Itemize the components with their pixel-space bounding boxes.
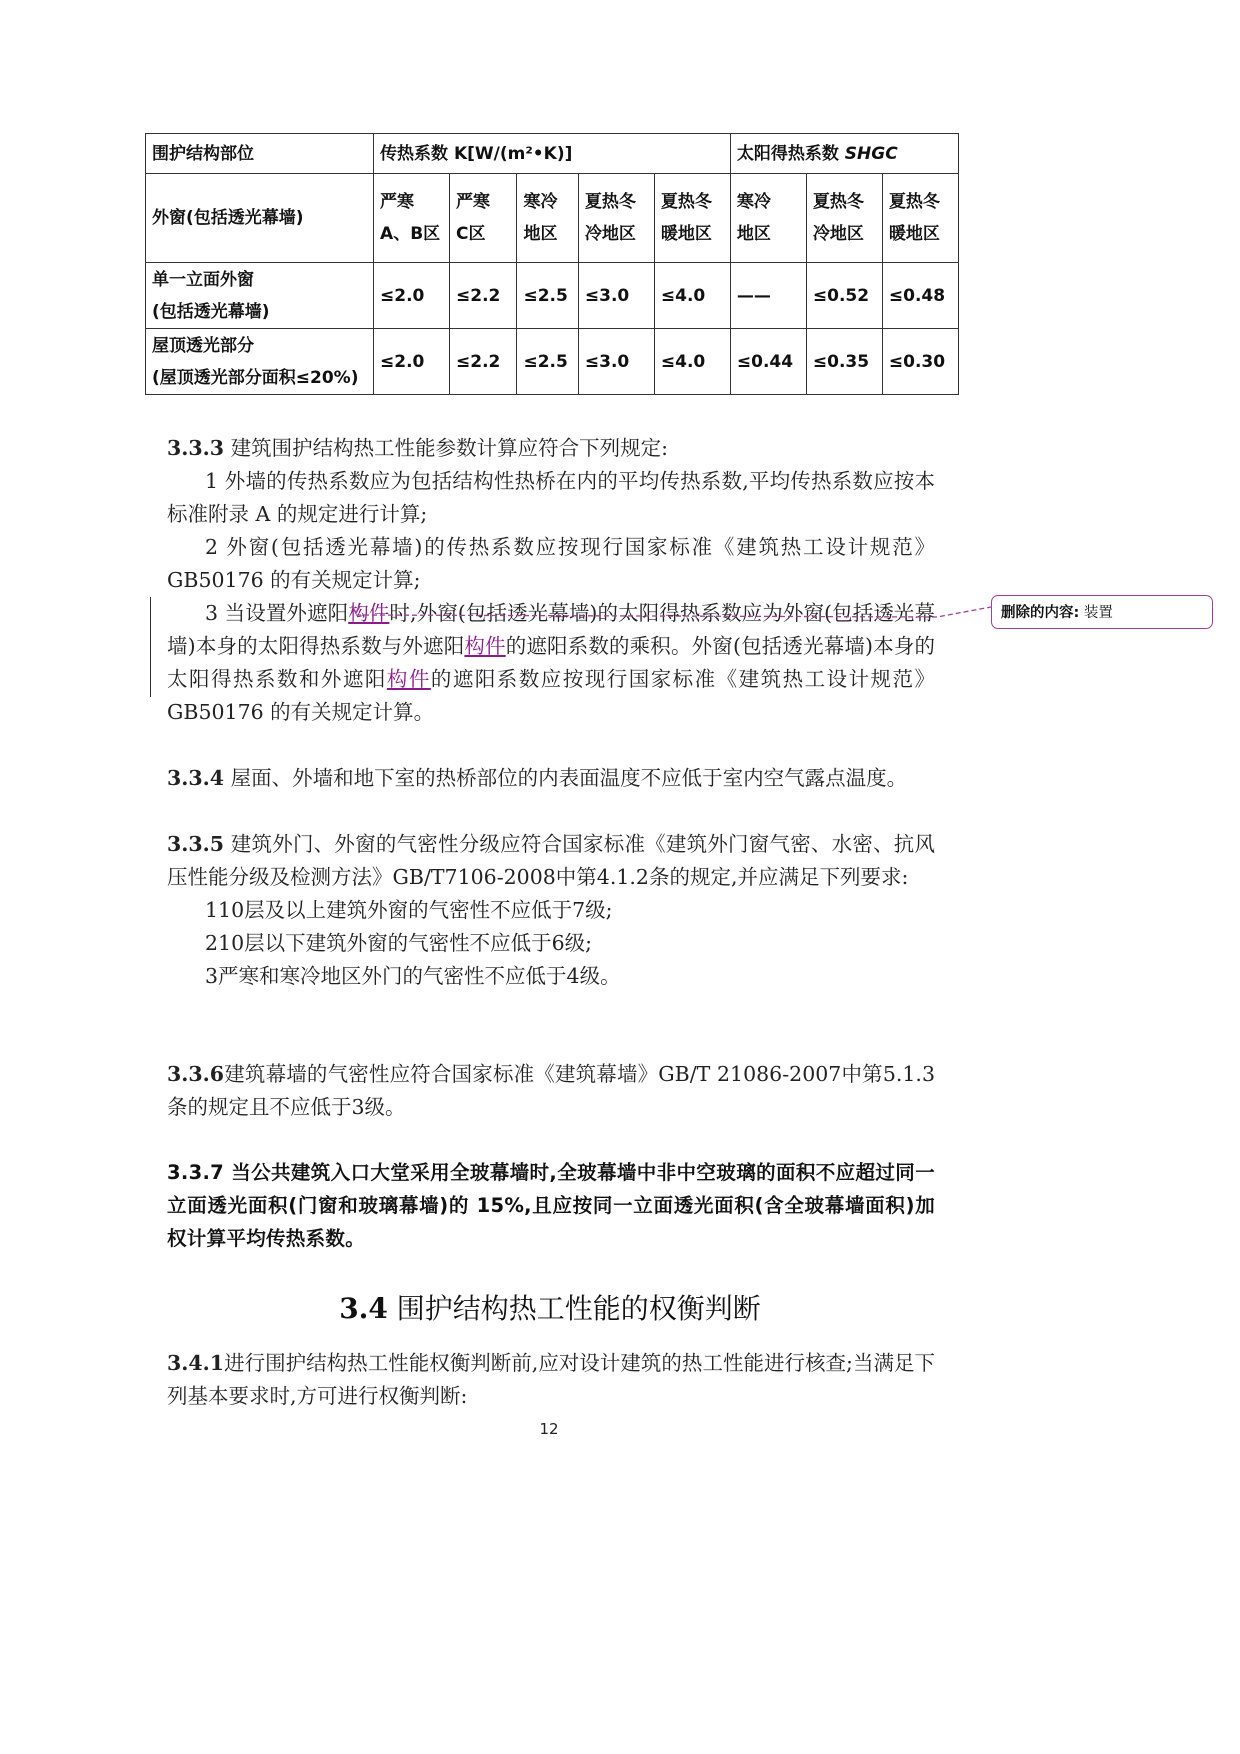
table-row xyxy=(146,329,959,395)
inserted-text: 构件 xyxy=(386,667,431,691)
value-cell: ≤0.52 xyxy=(806,263,882,329)
value-cell: ≤2.0 xyxy=(374,329,450,395)
comment-label: 删除的内容: xyxy=(1001,605,1080,621)
zone-line: 寒冷 xyxy=(523,192,558,212)
zone-cell xyxy=(450,174,517,263)
clause-paragraph xyxy=(167,1347,935,1413)
zone-line: 地区 xyxy=(736,224,771,244)
zone-line: 寒冷 xyxy=(736,192,771,212)
value-cell: ≤2.0 xyxy=(374,263,450,329)
row-label-cell xyxy=(146,263,374,329)
clause-number: 3.3.4 xyxy=(167,766,225,790)
value-cell: ≤0.44 xyxy=(730,329,806,395)
value-cell: ≤2.2 xyxy=(450,329,517,395)
value-cell: ≤4.0 xyxy=(654,329,730,395)
clause-3-3-3 xyxy=(167,432,935,729)
value-cell: ≤0.30 xyxy=(882,329,958,395)
clause-text: 进行围护结构热工性能权衡判断前,应对设计建筑的热工性能进行核查;当满足下列基本要求时,方可进行权衡判断: xyxy=(167,1351,935,1408)
item-text: 时,外窗(包括透光幕墙)的太阳得热系数应为外窗(包括透光幕墙)本身的太阳得热系数与外遮阳 xyxy=(167,601,936,658)
zone-line: 暖地区 xyxy=(660,224,712,244)
clause-number: 3.3.5 xyxy=(167,832,225,856)
zone-line: 夏热冬 xyxy=(660,192,712,212)
clause-3-3-5 xyxy=(167,828,935,993)
revision-comment-balloon[interactable] xyxy=(991,595,1213,629)
row-label-line: 屋顶透光部分 xyxy=(152,335,254,356)
zone-cell xyxy=(374,174,450,263)
item-text: 3 当设置外遮阳 xyxy=(205,601,349,625)
clause-number: 3.3.6 xyxy=(167,1062,225,1086)
zone-cell xyxy=(806,174,882,263)
zone-line: A、B区 xyxy=(380,224,441,244)
item-text: 的遮阳系数的乘积。外窗(包括透光幕墙)本身的太阳得热系数和外遮阳 xyxy=(167,634,936,691)
zone-line: 地区 xyxy=(523,224,558,244)
section-heading xyxy=(0,1287,1100,1327)
clause-item xyxy=(167,597,935,729)
header-shgc-prefix: 太阳得热系数 xyxy=(736,143,845,164)
window-label-cell: 外窗(包括透光幕墙) xyxy=(146,174,374,263)
clause-paragraph xyxy=(167,1058,935,1124)
zone-line: 夏热冬 xyxy=(812,192,864,212)
row-label-cell xyxy=(146,329,374,395)
change-bar xyxy=(150,597,151,697)
clause-text: 屋面、外墙和地下室的热桥部位的内表面温度不应低于室内空气露点温度。 xyxy=(224,766,908,790)
zone-cell xyxy=(517,174,578,263)
clause-item: 1 外墙的传热系数应为包括结构性热桥在内的平均传热系数,平均传热系数应按本标准附录 A 的规定进行计算; xyxy=(167,469,935,526)
zone-line: 夏热冬 xyxy=(584,192,636,212)
clause-3-3-6 xyxy=(167,1058,935,1124)
zone-cell xyxy=(882,174,958,263)
comment-text: 装置 xyxy=(1079,605,1113,621)
inserted-text: 构件 xyxy=(348,601,390,625)
clause-number: 3.3.3 xyxy=(167,436,225,460)
clause-paragraph xyxy=(167,828,935,894)
zone-line: 暖地区 xyxy=(888,224,940,244)
thermal-performance-table xyxy=(145,133,959,395)
value-cell: ≤3.0 xyxy=(578,263,654,329)
clause-text: 建筑外门、外窗的气密性分级应符合国家标准《建筑外门窗气密、水密、抗风压性能分级及检测方法》GB/T7106-2008中第4.1.2条的规定,并应满足下列要求: xyxy=(167,832,935,889)
clause-text: 建筑围护结构热工性能参数计算应符合下列规定: xyxy=(230,436,669,460)
clause-title xyxy=(167,432,935,465)
row-label-line: 单一立面外窗 xyxy=(152,269,254,290)
heading-title: 围护结构热工性能的权衡判断 xyxy=(387,1292,761,1325)
table-row xyxy=(146,263,959,329)
zone-cell xyxy=(654,174,730,263)
item-text: 的遮阳系数应按现行国家标准《建筑热工设计规范》GB50176 的有关规定计算。 xyxy=(167,667,936,724)
value-cell: ≤3.0 xyxy=(578,329,654,395)
zone-line: 严寒 xyxy=(456,192,491,212)
row-label-line: (包括透光幕墙) xyxy=(152,301,270,322)
clause-text: 建筑幕墙的气密性应符合国家标准《建筑幕墙》GB/T 21086-2007中第5.1.3条的规定且不应低于3级。 xyxy=(167,1062,935,1119)
header-u-cell: 传热系数 K[W/(m²•K)] xyxy=(374,134,731,174)
table-zone-row xyxy=(146,174,959,263)
header-shgc-cell xyxy=(730,134,958,174)
zone-cell xyxy=(730,174,806,263)
clause-3-3-4 xyxy=(167,762,935,795)
value-cell: ≤0.35 xyxy=(806,329,882,395)
clause-paragraph xyxy=(167,762,935,795)
clause-paragraph: 3.3.7 当公共建筑入口大堂采用全玻幕墙时,全玻幕墙中非中空玻璃的面积不应超过同一立面透光面积(门窗和玻璃幕墙)的 15%,且应按同一立面透光面积(含全玻幕墙面积)加权计算平均传热系数。 xyxy=(167,1161,935,1250)
value-cell: ≤2.5 xyxy=(517,263,578,329)
clause-item: 210层以下建筑外窗的气密性不应低于6级; xyxy=(205,931,593,955)
value-cell: —— xyxy=(730,263,806,329)
value-cell: ≤2.2 xyxy=(450,263,517,329)
page-number: 12 xyxy=(539,1420,559,1438)
clause-3-3-7 xyxy=(167,1156,935,1255)
clause-item: 110层及以上建筑外窗的气密性不应低于7级; xyxy=(205,898,613,922)
clause-item: 3严寒和寒冷地区外门的气密性不应低于4级。 xyxy=(205,964,621,988)
zone-line: 夏热冬 xyxy=(888,192,940,212)
zone-line: C区 xyxy=(456,224,486,244)
header-shgc-symbol: SHGC xyxy=(844,143,898,164)
value-cell: ≤4.0 xyxy=(654,263,730,329)
table-header-row xyxy=(146,134,959,174)
zone-cell xyxy=(578,174,654,263)
zone-line: 冷地区 xyxy=(812,224,864,244)
heading-number: 3.4 xyxy=(339,1292,388,1325)
clause-item: 2 外窗(包括透光幕墙)的传热系数应按现行国家标准《建筑热工设计规范》GB50176 的有关规定计算; xyxy=(167,535,935,592)
value-cell: ≤2.5 xyxy=(517,329,578,395)
zone-line: 冷地区 xyxy=(584,224,636,244)
clause-number: 3.4.1 xyxy=(167,1351,225,1375)
row-label-line: (屋顶透光部分面积≤20%) xyxy=(152,367,359,388)
inserted-text: 构件 xyxy=(464,634,506,658)
clause-3-4-1 xyxy=(167,1347,935,1413)
value-cell: ≤0.48 xyxy=(882,263,958,329)
zone-line: 严寒 xyxy=(380,192,415,212)
header-part-cell: 围护结构部位 xyxy=(146,134,374,174)
